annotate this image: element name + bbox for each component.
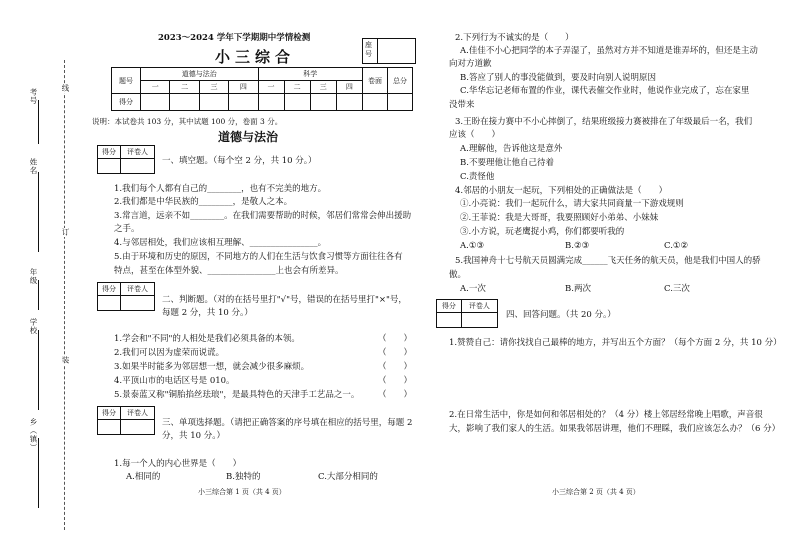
score-cell[interactable] [258, 94, 284, 111]
scorer-score-cell[interactable] [98, 296, 121, 311]
q4-statement-3: ③.小方说，玩老鹰捉小鸡，你们都要听我的 [460, 227, 625, 237]
q5-stem-cont: 傲。 [449, 270, 467, 280]
q2-option-a-cont: 向对方道歉 [449, 59, 492, 69]
binding-label-grade: 年级 [29, 268, 38, 285]
scorer-marker-label: 评卷人 [461, 300, 497, 313]
scorer-score-cell[interactable] [98, 159, 121, 174]
part2-heading: 二、判断题。（对的在括号里打"√"号，错误的在括号里打"×"号， [162, 295, 407, 305]
score-table-total: 总分 [388, 68, 413, 94]
q5-choice-c[interactable]: C.三次 [664, 284, 690, 294]
part4-q1-answer-area[interactable] [449, 352, 769, 402]
scorer-box-part1 [97, 145, 155, 174]
seat-label: 座号 [365, 41, 372, 58]
score-table-group-morality: 道德与法治 [141, 68, 259, 81]
part4-q1: 1.赞赞自己：请你找找自己最棒的地方，并写出五个方面？（每个方面 2 分，共 10 分） [449, 338, 782, 348]
answer-paren[interactable]: （ ） [378, 334, 413, 344]
part3-heading: 三、单项选择题。（请把正确答案的序号填在相应的括号里，每题 2 [162, 418, 413, 428]
cut-mark-bind: 装 [61, 356, 70, 365]
q3-option-b[interactable]: B.不要理他让他自己待着 [460, 158, 554, 168]
answer-paren[interactable]: （ ） [378, 390, 413, 400]
section-title: 道德与法治 [218, 130, 279, 144]
q5-choice-b[interactable]: B.两次 [565, 284, 591, 294]
scorer-marker-cell[interactable] [121, 420, 155, 435]
q2-option-c-cont: 没带来 [449, 100, 475, 110]
q3-option-a[interactable]: A.理解他，告诉他这是意外 [460, 144, 563, 154]
score-table-row-label-score: 得分 [112, 94, 141, 111]
q4-choice-c[interactable]: C.①② [664, 241, 689, 251]
score-cell[interactable] [284, 94, 310, 111]
scorer-score-label: 得分 [437, 300, 462, 313]
part1-item: 特点，甚至在体型外貌、________________上也会有所差异。 [114, 266, 344, 276]
q3-stem-cont: 应该（ ） [449, 130, 501, 140]
part1-item: 3.常言道，远亲不如________。在我们需要帮助的时候，邻居们常常会伸出援助 [114, 211, 412, 221]
part1-item: 1.我们每个人都有自己的________，也有不完美的地方。 [114, 184, 327, 194]
answer-paren[interactable]: （ ） [378, 348, 413, 358]
scorer-score-cell[interactable] [98, 420, 121, 435]
score-table-paper: 卷面 [363, 68, 388, 94]
scorer-marker-label: 评卷人 [121, 283, 155, 296]
exam-title: 2023～2024 学年下学期期中学情检测 [158, 33, 311, 43]
q4-statement-2: ②.王菲说：我是大哥哥，我要照顾好小弟弟、小妹妹 [460, 213, 659, 223]
scorer-marker-cell[interactable] [121, 296, 155, 311]
part1-item: 5.由于环境和历史的原因，不同地方的人们在生活与饮食习惯等方面往往各有 [114, 252, 403, 262]
part2-item: 5.景泰蓝又称"铜胎掐丝珐琅"，是最具特色的天津手工艺品之一。 [114, 390, 360, 400]
part2-item: 2.我们可以因为虚荣而说谎。 [114, 348, 225, 358]
scorer-marker-cell[interactable] [121, 159, 155, 174]
q2-stem: 2.下列行为不诚实的是（ ） [455, 33, 574, 43]
score-table-col: 一 [141, 81, 170, 94]
exam-number-blank[interactable] [38, 100, 39, 144]
binding-label-school: 学校 [29, 318, 38, 335]
answer-paren[interactable]: （ ） [378, 362, 413, 372]
part4-q2: 2.在日常生活中，你是如何和邻居相处的？（4 分）楼上邻居经常晚上唱歌，声音很 [449, 410, 763, 420]
part1-item: 之手。 [114, 224, 140, 234]
binding-label-name: 姓名 [29, 158, 38, 175]
q3-option-c[interactable]: C.责怪他 [460, 172, 495, 182]
town-blank[interactable] [38, 438, 39, 508]
cut-mark-order: 订 [61, 228, 70, 237]
part4-q2-answer-area[interactable] [449, 438, 769, 482]
option[interactable]: B.独特的 [226, 472, 261, 482]
school-blank[interactable] [38, 330, 39, 410]
score-table-col: 一 [258, 81, 284, 94]
score-table-col: 三 [310, 81, 336, 94]
part4-heading: 四、回答问题。（共 20 分。） [506, 310, 616, 320]
binding-label-town: 乡（镇） [29, 418, 38, 452]
score-cell[interactable] [229, 94, 258, 111]
q4-stem: 4.邻居的小朋友一起玩，下列相处的正确做法是（ ） [455, 186, 668, 196]
seat-number-box[interactable] [362, 38, 416, 64]
score-table-col: 二 [170, 81, 199, 94]
q2-option-a[interactable]: A.佳佳不小心把同学的本子弄湿了，虽然对方并不知道是谁弄坏的，但还是主动 [460, 46, 758, 56]
score-cell[interactable] [388, 94, 413, 111]
part3-heading-cont: 分，共 10 分。） [162, 431, 225, 441]
scorer-marker-cell[interactable] [461, 313, 497, 328]
q5-stem: 5.我国神舟十七号航天员圆满完成______飞天任务的航天员，他是我们中国人的骄 [455, 256, 761, 266]
scorer-box-part3 [97, 406, 155, 435]
binding-line [64, 60, 65, 530]
part2-item: 4.平顶山市的电话区号是 010。 [114, 376, 235, 386]
score-table-col: 四 [229, 81, 258, 94]
score-cell[interactable] [310, 94, 336, 111]
part1-item: 2.我们都是中华民族的________，是敬人之本。 [114, 197, 293, 207]
scorer-marker-label: 评卷人 [121, 407, 155, 420]
score-cell[interactable] [336, 94, 362, 111]
part4-q2-cont: 大，影响了我们家人的生活。如果我邻居讲理，他们不理睬，我们应该怎么办？（6 分） [449, 424, 781, 434]
binding-label-exam-number: 考号 [29, 88, 38, 105]
footer-right: 小三综合第 2 页（共 4 页） [552, 488, 640, 496]
score-table-col: 二 [284, 81, 310, 94]
scorer-score-label: 得分 [98, 407, 121, 420]
name-blank[interactable] [38, 172, 39, 252]
scorer-box-part4 [436, 299, 498, 328]
q4-statement-1: ①.小亮说：我们一起玩什么，请大家共同商量一下游戏规则 [460, 199, 684, 209]
part2-item: 3.如果半时能多为邻居想一想，就会减少很多麻烦。 [114, 362, 310, 372]
q4-choice-b[interactable]: B.②③ [565, 241, 590, 251]
part1-heading: 一、填空题。（每个空 2 分，共 10 分。） [162, 156, 317, 166]
subject-title: 小三综合 [215, 48, 296, 66]
grade-blank[interactable] [38, 280, 39, 310]
part1-item: 4.与邻居相处，我们应该相互理解、________________。 [114, 238, 327, 248]
score-table-col: 四 [336, 81, 362, 94]
exam-note: 说明：本试卷共 103 分，其中试题 100 分，卷面 3 分。 [92, 117, 283, 126]
cut-mark-line: 线 [61, 84, 70, 93]
q2-option-b[interactable]: B.答应了别人的事没能做到，要及时向别人说明原因 [460, 73, 656, 83]
score-cell[interactable] [170, 94, 199, 111]
q3-stem: 3.王盼在接力赛中不小心摔倒了，结果班级接力赛被排在了年级最后一名，我们 [455, 117, 753, 127]
score-table-row-label-question: 题号 [112, 68, 141, 94]
q4-choice-a[interactable]: A.①③ [460, 241, 485, 251]
score-cell[interactable] [199, 94, 228, 111]
part2-item: 1.学会和"不同"的人相处是我们必须具备的本领。 [114, 334, 300, 344]
q5-choice-a[interactable]: A.一次 [460, 284, 486, 294]
score-table [111, 67, 413, 111]
scorer-score-cell[interactable] [437, 313, 462, 328]
answer-paren[interactable]: （ ） [378, 376, 413, 386]
scorer-marker-label: 评卷人 [121, 146, 155, 159]
seat-divider [377, 39, 378, 63]
part2-heading-cont: 每题 2 分，共 10 分。） [162, 308, 253, 318]
score-cell[interactable] [363, 94, 388, 111]
scorer-box-part2 [97, 282, 155, 311]
option[interactable]: C.大部分相同的 [318, 472, 378, 482]
part3-q1: 1.每一个人的内心世界是（ ） [114, 459, 242, 469]
score-cell[interactable] [141, 94, 170, 111]
option[interactable]: A.相同的 [126, 472, 161, 482]
footer-left: 小三综合第 1 页（共 4 页） [198, 488, 286, 496]
scorer-score-label: 得分 [98, 283, 121, 296]
score-table-group-science: 科学 [258, 68, 363, 81]
scorer-score-label: 得分 [98, 146, 121, 159]
score-table-col: 三 [199, 81, 228, 94]
q2-option-c[interactable]: C.华华忘记老师布置的作业，课代表催交作业时，他说作业完成了，忘在家里 [460, 86, 750, 96]
